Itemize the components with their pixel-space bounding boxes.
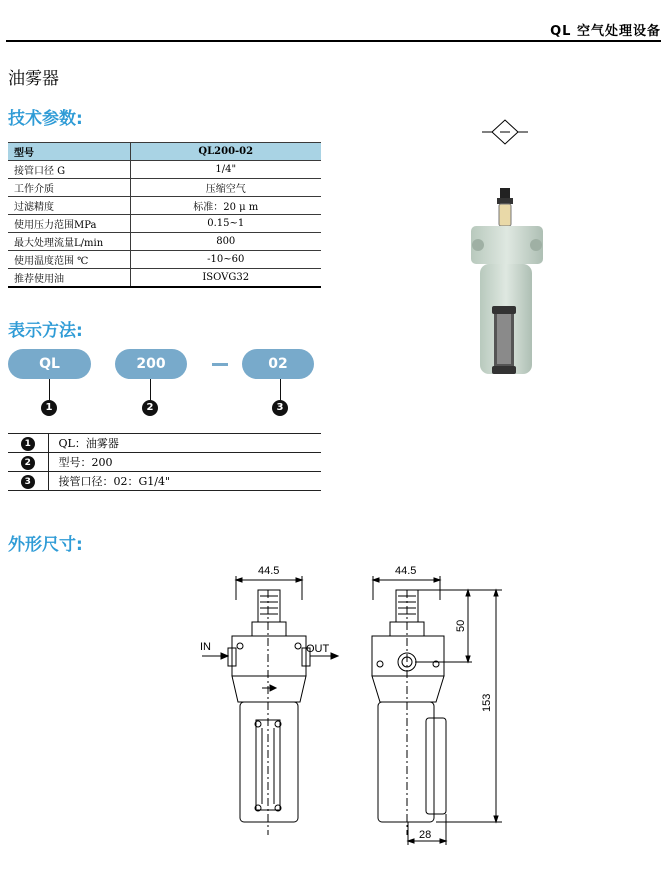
code-series-pill: QL — [8, 349, 91, 379]
upper-height-label: 50 — [455, 619, 467, 632]
notation-heading: 表示方法: — [8, 321, 83, 341]
front-width-label: 44.5 — [258, 565, 280, 577]
legend-row — [8, 453, 321, 472]
code-dash — [212, 363, 228, 366]
params-row — [8, 179, 321, 197]
params-row-value: 标准：20 μ m — [130, 197, 321, 215]
marker-1: 1 — [41, 400, 57, 416]
legend-text: QL：油雾器 — [48, 434, 321, 453]
legend-row — [8, 472, 321, 491]
marker-3: 3 — [272, 400, 288, 416]
params-row-label: 使用压力范围MPa — [8, 215, 130, 233]
tech-params-heading: 技术参数: — [8, 109, 83, 129]
header-rule — [6, 40, 661, 42]
marker-lead-line — [49, 379, 50, 401]
side-width-label: 44.5 — [395, 565, 417, 577]
params-header-value: QL200-02 — [130, 143, 321, 161]
params-row-value: 压缩空气 — [130, 179, 321, 197]
marker-lead-line — [150, 379, 151, 401]
product-photo — [466, 186, 548, 386]
dimensions-heading: 外形尺寸: — [8, 535, 83, 555]
params-row — [8, 251, 321, 269]
params-row-label: 使用温度范围 ℃ — [8, 251, 130, 269]
legend-marker: 1 — [21, 437, 35, 451]
dimension-drawing — [190, 560, 510, 850]
legend-text: 型号：200 — [48, 453, 321, 472]
params-row-label: 接管口径 G — [8, 161, 130, 179]
page-header-title: QL 空气处理设备 — [550, 24, 661, 39]
outlet-label: OUT — [306, 643, 330, 655]
params-header-label: 型号 — [8, 143, 130, 161]
inlet-label: IN — [200, 641, 211, 653]
params-row-value: ISOVG32 — [130, 269, 321, 287]
code-model-pill: 200 — [115, 349, 187, 379]
params-header-row — [8, 143, 321, 161]
legend-marker: 2 — [21, 456, 35, 470]
sight-width-label: 28 — [419, 829, 432, 841]
notation-legend-table — [8, 433, 321, 491]
params-row-value: 1/4" — [130, 161, 321, 179]
params-row — [8, 161, 321, 179]
params-row-label: 过滤精度 — [8, 197, 130, 215]
marker-lead-line — [280, 379, 281, 401]
marker-2: 2 — [142, 400, 158, 416]
params-row — [8, 233, 321, 251]
legend-text: 接管口径：02：G1/4" — [48, 472, 321, 491]
params-row-label: 推荐使用油 — [8, 269, 130, 287]
code-port-pill: 02 — [242, 349, 314, 379]
params-row — [8, 215, 321, 233]
product-name: 油雾器 — [8, 69, 59, 89]
params-row-value: 800 — [130, 233, 321, 251]
params-row-label: 最大处理流量L/min — [8, 233, 130, 251]
total-height-label: 153 — [481, 693, 493, 712]
params-row-value: 0.15~1 — [130, 215, 321, 233]
params-row-label: 工作介质 — [8, 179, 130, 197]
params-row — [8, 269, 321, 287]
params-table — [8, 142, 321, 288]
front-view — [202, 576, 338, 835]
params-row — [8, 197, 321, 215]
lubricator-symbol-icon — [480, 117, 530, 147]
legend-row — [8, 434, 321, 453]
params-row-value: -10~60 — [130, 251, 321, 269]
legend-marker: 3 — [21, 475, 35, 489]
